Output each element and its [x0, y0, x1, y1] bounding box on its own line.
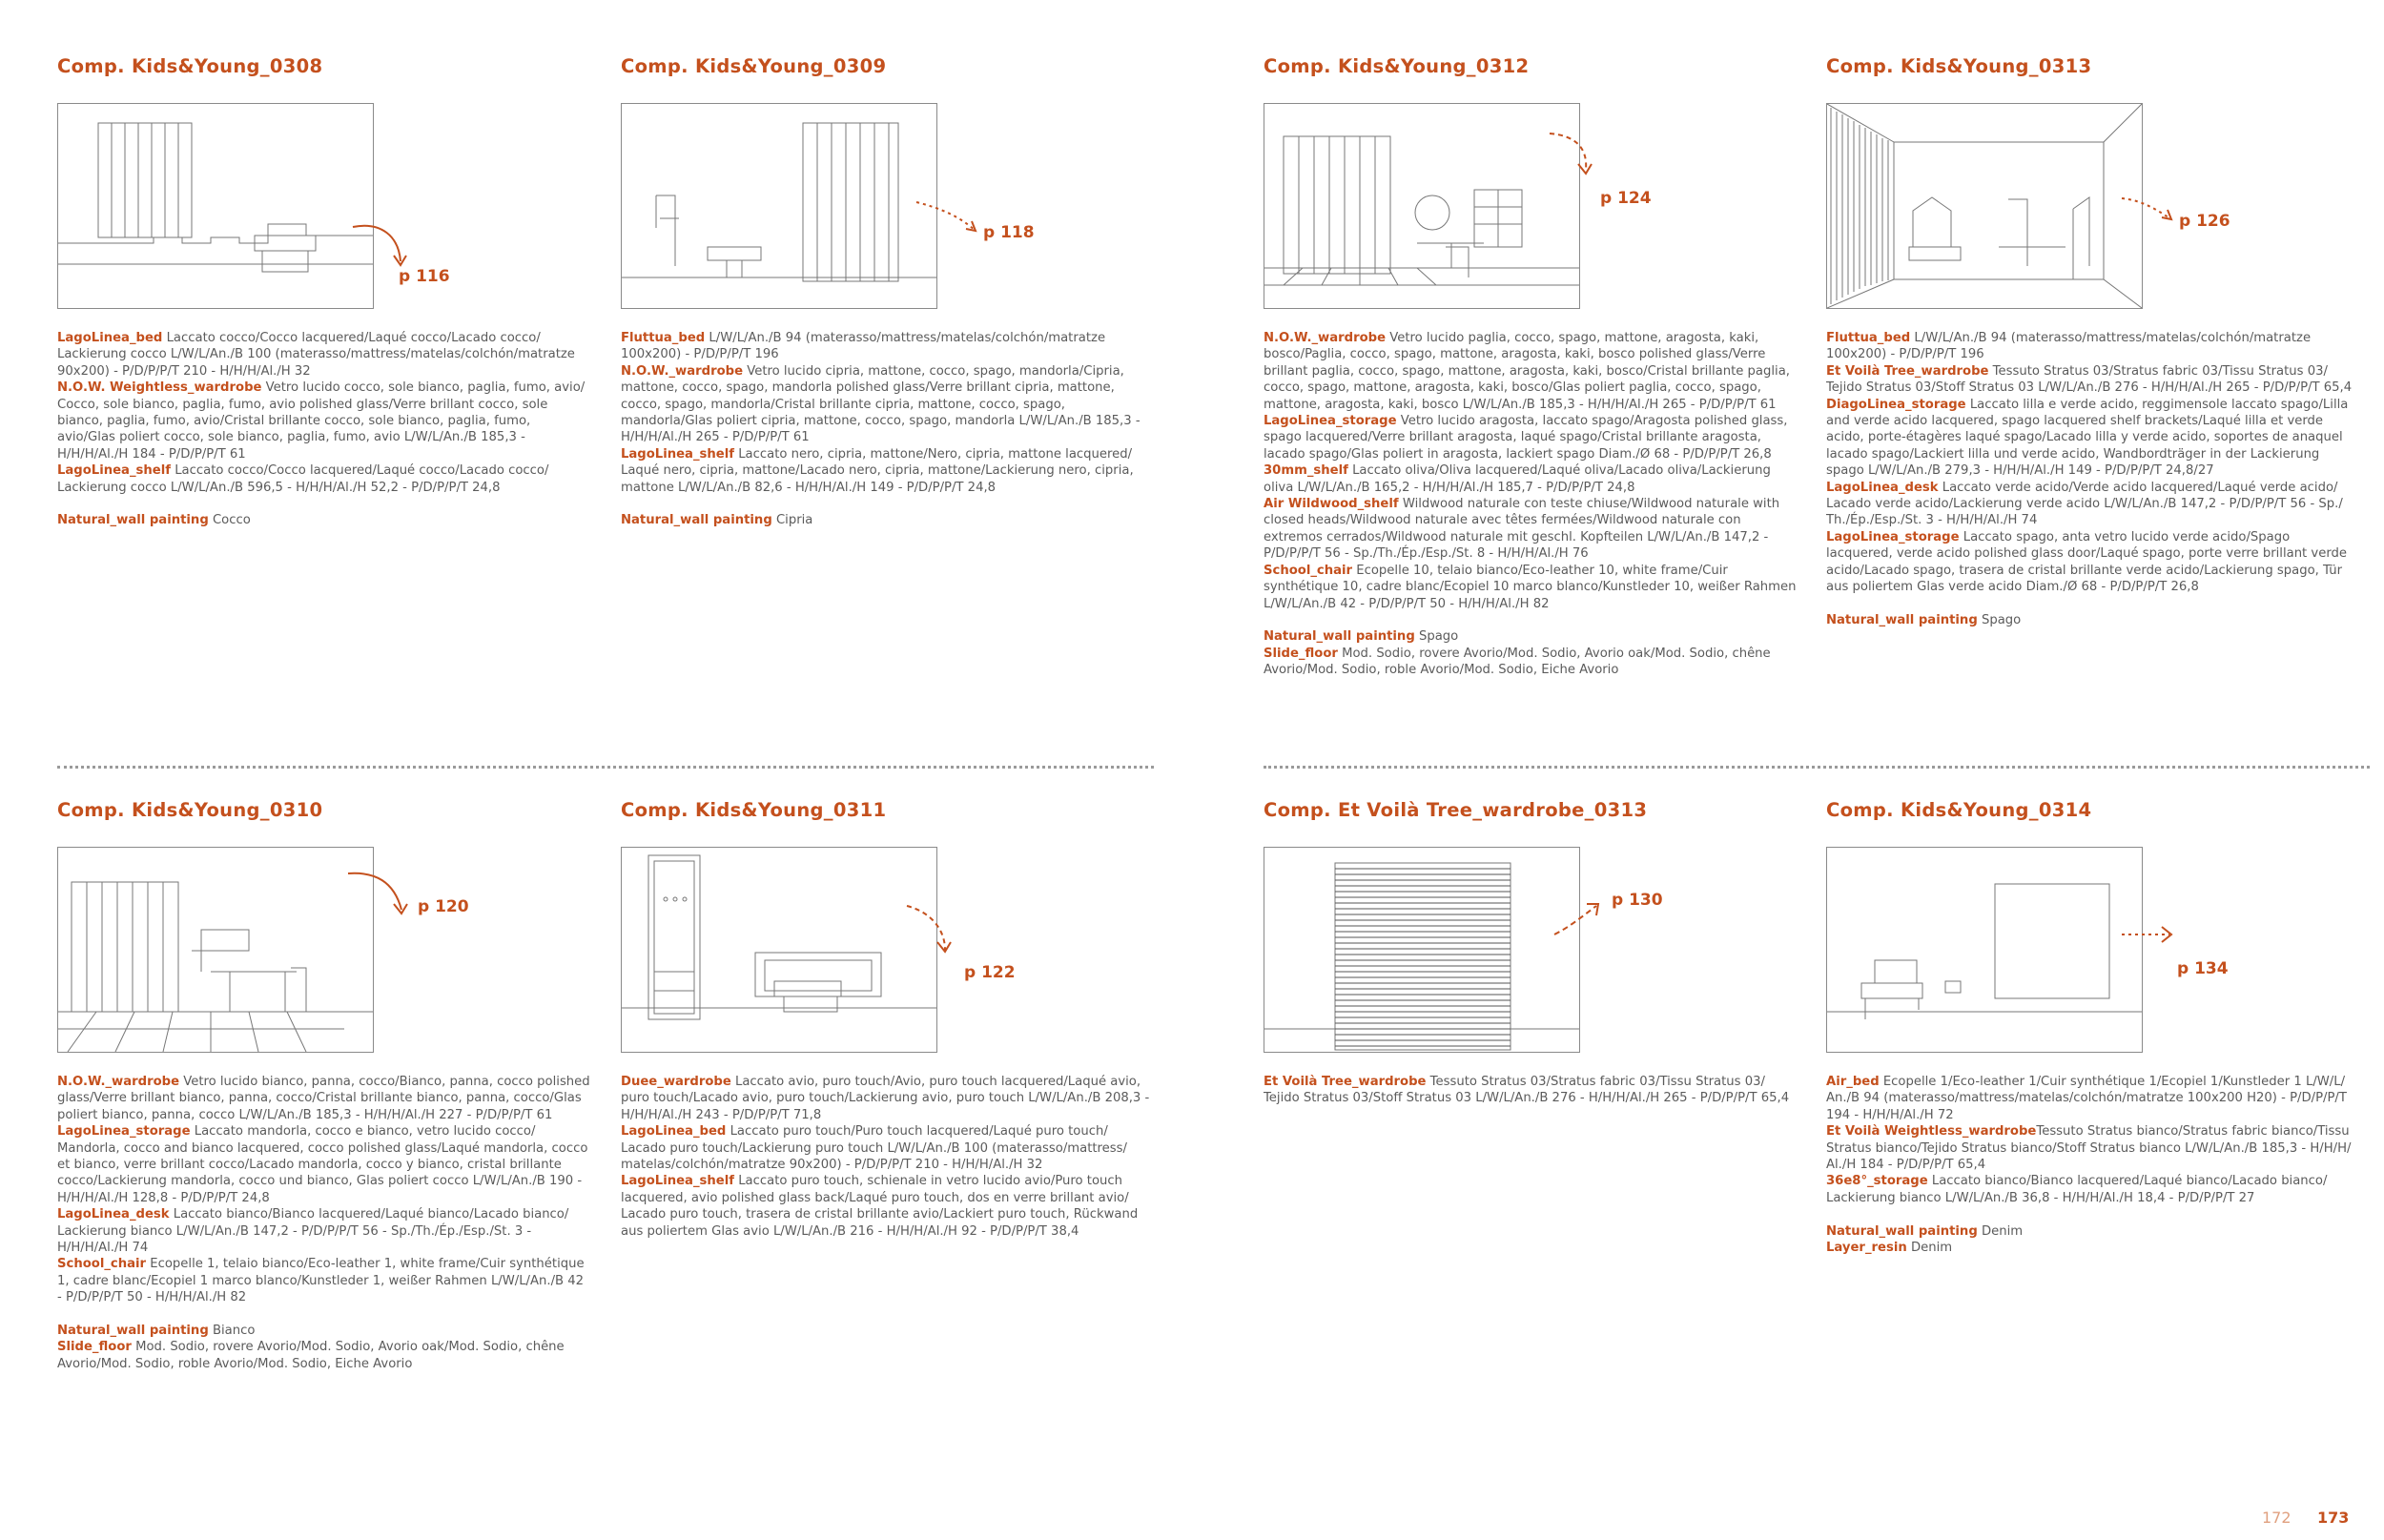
room-sketch [621, 847, 937, 1053]
item-line [57, 330, 591, 380]
item-line [1264, 563, 1798, 612]
item-line [621, 1173, 1155, 1240]
dotted-separator-left [57, 766, 1154, 769]
item-line [57, 1206, 591, 1256]
comp-description [1826, 330, 2360, 628]
item-text: L/W/L/An./B 94 (materasso/mattress/matelas/colchón/matratze 100x200) - P/D/P/P/T 196 [621, 331, 1106, 362]
item-name: Slide_floor [1264, 646, 1338, 661]
item-name: LagoLinea_storage [1826, 529, 1960, 544]
room-sketch [57, 847, 374, 1053]
page-ref[interactable]: p 116 [399, 267, 450, 286]
item-name: N.O.W._wardrobe [1264, 331, 1387, 345]
item-name: LagoLinea_desk [1826, 480, 1939, 495]
item-name: Duee_wardrobe [621, 1075, 731, 1089]
comp-title: Comp. Kids&Young_0313 [1826, 55, 2092, 77]
comp-block-0310 [57, 799, 591, 1371]
page-ref[interactable]: p 122 [964, 963, 1016, 982]
item-name: School_chair [57, 1257, 147, 1272]
item-line [1826, 480, 2360, 529]
comp-block-0313 [1826, 55, 2360, 627]
page-ref-arrow [916, 198, 983, 246]
comp-title: Comp. Kids&Young_0310 [57, 799, 323, 821]
page-ref[interactable]: p 118 [983, 223, 1035, 242]
item-line [1826, 397, 2360, 480]
page-ref-arrow [907, 904, 964, 961]
comp-description [57, 1074, 591, 1372]
item-line [1264, 496, 1798, 563]
item-name: Air Wildwood_shelf [1264, 497, 1399, 512]
item-name: Natural_wall painting [57, 1324, 209, 1339]
room-sketch [1826, 847, 2143, 1053]
item-name: School_chair [1264, 563, 1353, 578]
item-name: Air_bed [1826, 1075, 1880, 1089]
page-ref[interactable]: p 134 [2177, 959, 2229, 978]
item-line [57, 512, 591, 528]
item-name: 36e8°_storage [1826, 1174, 1928, 1189]
item-text: Vetro lucido cipria, mattone, cocco, spago, mandorla/Cipria, mattone, cocco, spago, mandorla polished glass/Verre brillant cipria, mattone, cocco, spago, mandorla/Cristal brillante cipria, mattone, cocco, spago, mandorla/Glas poliert cipria, mattone, cocco, spago, mandorla L/W/L/An./B 185,3 - H/H/H/Al./H 265 - P/D/P/P/T 61 [621, 363, 1141, 445]
item-text: Tessuto Stratus 03/Stratus fabric 03/Tissu Stratus 03/ Tejido Stratus 03/Stoff Stratus 03 L/W/L/An./B 276 - H/H/H/Al./H 265 - P/D/P/P/T 65,4 [1826, 363, 2353, 396]
item-text: Laccato avio, puro touch/Avio, puro touch lacquered/Laqué avio, puro touch/Lacado avio, puro touch/Lackierung avio, puro touch L/W/L/An./B 208,3 - H/H/H/Al./H 243 - P/D/P/P/T 71,8 [621, 1075, 1150, 1122]
item-line [1826, 1074, 2360, 1123]
item-name: Et Voilà Tree_wardrobe [1264, 1075, 1427, 1089]
item-name: N.O.W._wardrobe [57, 1075, 180, 1089]
item-text: Tessuto Stratus 03/Stratus fabric 03/Tissu Stratus 03/ Tejido Stratus 03/Stoff Stratus 03 L/W/L/An./B 276 - H/H/H/Al./H 265 - P/D/P/P/T 65,4 [1264, 1075, 1790, 1106]
item-text: Cipria [771, 513, 813, 528]
comp-description [57, 330, 591, 529]
item-text: Laccato cocco/Cocco lacquered/Laqué cocco/Lacado cocco/ Lackierung cocco L/W/L/An./B 596,5 - H/H/H/Al./H 52,2 - P/D/P/P/T 24,8 [57, 463, 549, 495]
item-line [1826, 1240, 2360, 1256]
item-line [57, 1074, 591, 1123]
room-sketch [1826, 103, 2143, 309]
item-line [621, 512, 1155, 528]
comp-block-0309 [621, 55, 1155, 528]
item-line [57, 380, 591, 462]
item-text: Ecopelle 1/Eco-leather 1/Cuir synthétique 1/Ecopiel 1/Kunstleder 1 L/W/L/ An./B 94 (materasso/mattress/matelas/colchón/matratze 100x200 H20) - P/D/P/P/T 194 - H/H/H/Al./H 72 [1826, 1075, 2347, 1122]
page-ref-arrow [2122, 196, 2179, 235]
item-line [57, 462, 591, 496]
item-text: Mod. Sodio, rovere Avorio/Mod. Sodio, Avorio oak/Mod. Sodio, chêne Avorio/Mod. Sodio, roble Avorio/Mod. Sodio, Eiche Avorio [1264, 646, 1771, 678]
comp-block-0314 [1826, 799, 2360, 1256]
comp-description [621, 1074, 1155, 1240]
item-text: Laccato mandorla, cocco e bianco, vetro lucido cocco/ Mandorla, cocco and bianco lacquered, cocco polished glass/Laqué mandorla, cocco et bianco, verre brillant cocco/Lacado mandorla, cocco y bianco, cristal brillante cocco/Lackierung mandorla, cocco und bianco, Glas poliert cocco L/W/L/An./B 190 - H/H/H/Al./H 128,8 - P/D/P/P/T 24,8 [57, 1124, 588, 1205]
room-sketch [1264, 847, 1580, 1053]
item-text: Laccato lilla e verde acido, reggimensole laccato spago/Lilla and verde acido lacquered, spago lacquered shelf brackets/Laqué lilla et verde acido, porte-étagères laqué spago/Lacado lilla y verde acido, soportes de anaquel lacado spago/Lackiert lilla und verde acido, Wandbordträger in der Lackierung spago L/W/L/An./B 279,3 - H/H/H/Al./H 149 - P/D/P/P/T 24,8/27 [1826, 397, 2349, 479]
item-text: Laccato oliva/Oliva lacquered/Laqué oliva/Lacado oliva/Lackierung oliva L/W/L/An./B 165,2 - H/H/H/Al./H 185,7 - P/D/P/P/T 24,8 [1264, 463, 1771, 495]
item-text: Vetro lucido paglia, cocco, spago, mattone, aragosta, kaki, bosco/Paglia, cocco, spago, mattone, aragosta, kaki, bosco polished glass/Verre brillant paglia, cocco, spago, mattone, aragosta, kaki, bosco/Cristal brillante paglia, cocco, spago, mattone, aragosta, kaki, bosco/Glas poliert paglia, cocco, spago, mattone, aragosta, kaki, bosco L/W/L/An./B 185,3 - H/H/H/Al./H 265 - P/D/P/P/T 61 [1264, 331, 1790, 412]
comp-title: Comp. Kids&Young_0311 [621, 799, 887, 821]
item-line [57, 1339, 591, 1372]
item-line [1264, 646, 1798, 679]
page-ref[interactable]: p 120 [418, 897, 469, 916]
item-line [1264, 330, 1798, 413]
item-line [621, 363, 1155, 446]
comp-title: Comp. Kids&Young_0308 [57, 55, 323, 77]
item-name: 30mm_shelf [1264, 463, 1348, 479]
comp-title: Comp. Kids&Young_0314 [1826, 799, 2092, 821]
item-name: Natural_wall painting [1264, 629, 1415, 645]
item-name: Natural_wall painting [1826, 1223, 1978, 1239]
comp-block-et-voila-0313 [1264, 799, 1798, 1106]
item-text: Vetro lucido bianco, panna, cocco/Bianco, panna, cocco polished glass/Verre brillant bianco, panna, cocco/Cristal brillante bianco, panna, cocco/Glas poliert bianco, panna, cocco L/W/L/An./B 185,3 - H/H/H/Al./H 227 - P/D/P/P/T 61 [57, 1075, 590, 1122]
item-line [1264, 413, 1798, 462]
comp-description [1826, 1074, 2360, 1256]
page-number-right: 173 [2317, 1509, 2350, 1527]
comp-description [1264, 330, 1798, 679]
item-name: LagoLinea_desk [57, 1207, 170, 1222]
item-text: Laccato nero, cipria, mattone/Nero, cipria, mattone lacquered/ Laqué nero, cipria, mattone/Lacado nero, cipria, mattone/Lackierung nero, cipria, mattone L/W/L/An./B 82,6 - H/H/H/Al./H 149 - P/D/P/P/T 24,8 [621, 446, 1134, 495]
item-text: Bianco [208, 1324, 256, 1339]
dotted-separator-right [1264, 766, 2370, 769]
item-line [1826, 529, 2360, 596]
item-line [1826, 1173, 2360, 1206]
comp-description [1264, 1074, 1798, 1107]
item-text: Cocco [208, 513, 251, 528]
item-line [1264, 462, 1798, 496]
item-line [1264, 628, 1798, 645]
item-text: Denim [1906, 1241, 1953, 1256]
comp-block-0312 [1264, 55, 1798, 678]
item-text: Spago [1977, 612, 2022, 627]
comp-block-0311 [621, 799, 1155, 1239]
item-name: Natural_wall painting [1826, 612, 1978, 627]
item-name: Fluttua_bed [621, 331, 706, 345]
item-name: LagoLinea_shelf [57, 463, 171, 479]
item-name: Fluttua_bed [1826, 331, 1911, 345]
item-line [621, 1123, 1155, 1173]
item-name: Slide_floor [57, 1340, 132, 1355]
item-line [1826, 1123, 2360, 1173]
item-text: Laccato bianco/Bianco lacquered/Laqué bianco/Lacado bianco/ Lackierung bianco L/W/L/An./B 36,8 - H/H/H/Al./H 18,4 - P/D/P/P/T 27 [1826, 1174, 2328, 1205]
item-name: LagoLinea_bed [57, 331, 163, 345]
item-text: Laccato puro touch, schienale in vetro lucido avio/Puro touch lacquered, avio polished glass back/Laqué puro touch, dos en verre brillant avio/ Lacado puro touch, trasera de cristal brillante avio/Lackiert puro touch, Rückwand aus poliertem Glas avio L/W/L/An./B 216 - H/H/H/Al./H 92 - P/D/P/P/T 38,4 [621, 1174, 1139, 1239]
item-text: Ecopelle 10, telaio bianco/Eco-leather 10, white frame/Cuir synthétique 10, cadre blanc/Ecopiel 10 marco blanco/Kunstleder 10, weißer Rahmen L/W/L/An./B 42 - P/D/P/P/T 50 - H/H/H/Al./H 82 [1264, 563, 1797, 611]
item-text: Denim [1977, 1223, 2024, 1239]
item-text: Spago [1414, 629, 1459, 645]
item-text: Tessuto Stratus bianco/Stratus fabric bianco/Tissu Stratus bianco/Tejido Stratus bianco/Stoff Stratus bianco L/W/L/An./B 185,3 - H/H/H/ Al./H 184 - P/D/P/P/T 65,4 [1826, 1124, 2352, 1173]
item-name: LagoLinea_bed [621, 1124, 727, 1140]
item-line [621, 1074, 1155, 1123]
item-text: Laccato verde acido/Verde acido lacquered/Laqué verde acido/ Lacado verde acido/Lackierung verde acido L/W/L/An./B 147,2 - P/D/P/P/T 56 - Sp./ Th./Ép./Esp./St. 3 - H/H/H/Al./H 74 [1826, 480, 2343, 528]
item-line [57, 1323, 591, 1339]
page-number-left: 172 [2262, 1509, 2292, 1527]
item-name: DiagoLinea_storage [1826, 397, 1966, 412]
room-sketch [57, 103, 374, 309]
page-ref-arrow [1554, 894, 1612, 942]
item-line [57, 1123, 591, 1206]
room-sketch [1264, 103, 1580, 309]
item-text: Laccato spago, anta vetro lucido verde acido/Spago lacquered, verde acido polished glass door/Laqué spago, porte verre brillant verde acido/Lacado spago, trasera de cristal brillante verde acido/Lackierung spago, Tür aus poliertem Glas verde acido Diam./Ø 68 - P/D/P/P/T 26,8 [1826, 529, 2348, 595]
item-name: LagoLinea_shelf [621, 1174, 734, 1189]
item-line [621, 446, 1155, 496]
comp-title: Comp. Et Voilà Tree_wardrobe_0313 [1264, 799, 1648, 821]
item-text: Wildwood naturale con teste chiuse/Wildwood naturale with closed heads/Wildwood naturale avec têtes fermées/Wildwood naturale con extremos cerrados/Wildwood naturale mit geschl. Kopfteilen L/W/L/An./B 147,2 - P/D/P/P/T 56 - Sp./Th./Ép./Esp./St. 8 - H/H/H/Al./H 76 [1264, 497, 1780, 562]
page-ref[interactable]: p 126 [2179, 212, 2230, 231]
item-name: Et Voilà Weightless_wardrobe [1826, 1124, 2037, 1140]
item-name: LagoLinea_storage [57, 1124, 191, 1140]
item-text: Laccato puro touch/Puro touch lacquered/Laqué puro touch/ Lacado puro touch/Lackierung puro touch L/W/L/An./B 100 (materasso/mattress/ matelas/colchón/matratze 90x200) - P/D/P/P/T 210 - H/H/H/Al./H 32 [621, 1124, 1127, 1173]
item-line [1826, 1223, 2360, 1240]
comp-block-0308 [57, 55, 591, 528]
comp-title: Comp. Kids&Young_0309 [621, 55, 887, 77]
item-text: Vetro lucido cocco, sole bianco, paglia, fumo, avio/ Cocco, sole bianco, paglia, fumo, avio polished glass/Verre brillant cocco, sole bianco, paglia, fumo, avio/Cristal brillante cocco, sole bianco, paglia, fumo, avio/Glas poliert cocco, sole bianco, paglia, fumo, avio L/W/L/An./B 185,3 - H/H/H/Al./H 184 - P/D/P/P/T 61 [57, 380, 586, 462]
comp-title: Comp. Kids&Young_0312 [1264, 55, 1530, 77]
item-text: Laccato bianco/Bianco lacquered/Laqué bianco/Lacado bianco/ Lackierung bianco L/W/L/An./B 147,2 - P/D/P/P/T 56 - Sp./Th./Ép./Esp./St. 3 - H/H/H/Al./H 74 [57, 1207, 569, 1256]
page-ref[interactable]: p 124 [1600, 189, 1652, 208]
item-name: Natural_wall painting [621, 513, 772, 528]
item-name: Natural_wall painting [57, 513, 209, 528]
item-text: Ecopelle 1, telaio bianco/Eco-leather 1, white frame/Cuir synthétique 1, cadre blanc/Ecopiel 1 marco blanco/Kunstleder 1, weißer Rahmen L/W/L/An./B 42 - P/D/P/P/T 50 - H/H/H/Al./H 82 [57, 1257, 585, 1305]
page-ref-arrow [2122, 921, 2179, 950]
item-name: N.O.W._wardrobe [621, 363, 744, 379]
page-ref-arrow [1550, 132, 1607, 189]
room-sketch [621, 103, 937, 309]
page-ref[interactable]: p 130 [1612, 891, 1663, 910]
item-name: N.O.W. Weightless_wardrobe [57, 380, 262, 396]
item-text: Vetro lucido aragosta, laccato spago/Aragosta polished glass, spago lacquered/Verre brillant aragosta, laqué spago/Cristal brillante aragosta, lacado spago/Glas poliert in aragosta, lackiert spago Diam./Ø 68 - P/D/P/P/T 26,8 [1264, 414, 1788, 462]
item-name: Layer_resin [1826, 1241, 1907, 1256]
item-line [57, 1256, 591, 1305]
item-text: Mod. Sodio, rovere Avorio/Mod. Sodio, Avorio oak/Mod. Sodio, chêne Avorio/Mod. Sodio, roble Avorio/Mod. Sodio, Eiche Avorio [57, 1340, 565, 1371]
item-name: LagoLinea_shelf [621, 446, 734, 462]
page-ref-arrow [348, 872, 415, 919]
item-name: Et Voilà Tree_wardrobe [1826, 363, 1989, 379]
item-line [1826, 612, 2360, 628]
item-name: LagoLinea_storage [1264, 414, 1397, 429]
page-ref-arrow [353, 217, 410, 275]
item-line [621, 330, 1155, 363]
comp-description [621, 330, 1155, 529]
item-line [1264, 1074, 1798, 1107]
item-text: Laccato cocco/Cocco lacquered/Laqué cocco/Lacado cocco/ Lackierung cocco L/W/L/An./B 100 (materasso/mattress/matelas/colchón/matratze 90x200) - P/D/P/P/T 210 - H/H/H/Al./H 32 [57, 331, 575, 379]
item-line [1826, 330, 2360, 363]
item-text: L/W/L/An./B 94 (materasso/mattress/matelas/colchón/matratze 100x200) - P/D/P/P/T 196 [1826, 331, 2312, 362]
item-line [1826, 363, 2360, 397]
